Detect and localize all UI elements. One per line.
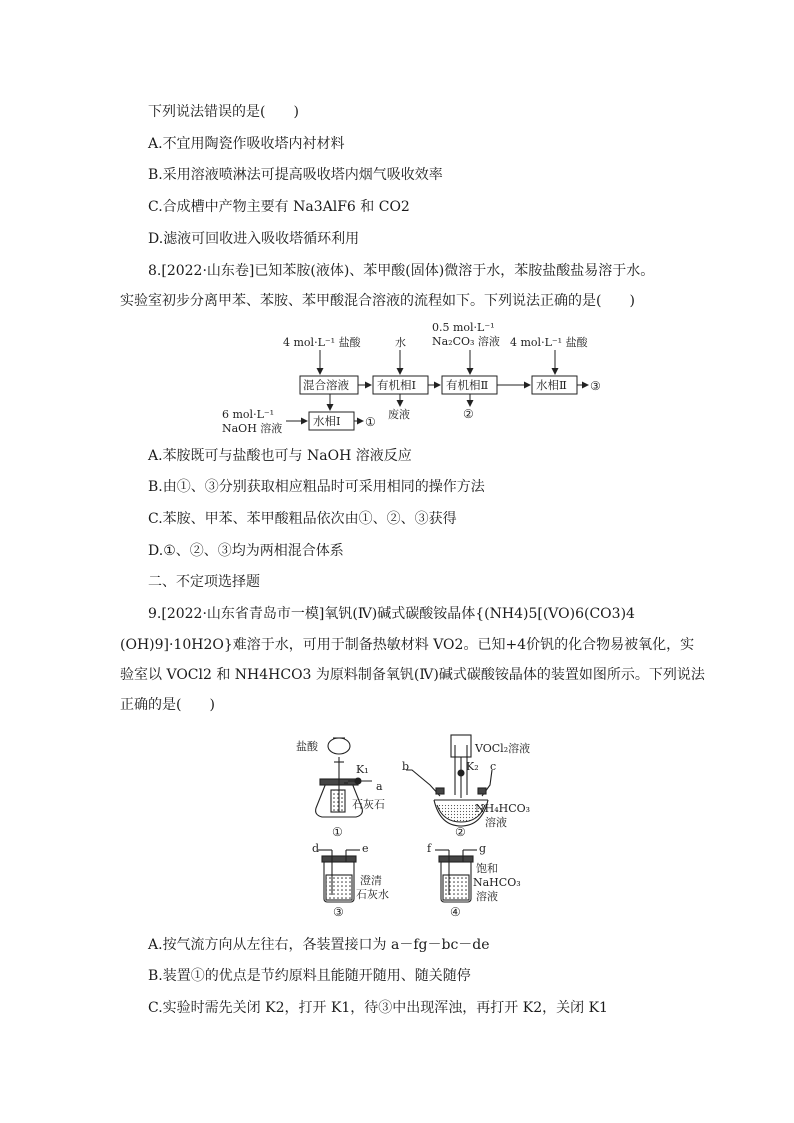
section-heading: 二、不定项选择题 [148,574,260,590]
q8-stem-line1: 8.[2022·山东卷]已知苯胺(液体)、苯甲酸(固体)微溶于水，苯胺盐酸盐易溶于水。 [148,263,655,279]
label-d: d [312,842,320,855]
flow-reagent-hcl: 4 mol·L⁻¹ 盐酸 [283,336,361,349]
option-letter: D. [148,543,164,559]
flow-reagent-naoh: NaOH 溶液 [222,422,283,435]
label-k2: K₂ [466,760,479,773]
option-text: 实验时需先关闭 K2，打开 K1，待③中出现浑浊，再打开 K2，关闭 K1 [162,1000,608,1016]
option-text: 装置①的优点是节约原料且能随开随用、随关随停 [162,968,471,984]
flow-reagent-na2co3: Na₂CO₃ 溶液 [432,335,500,348]
k2-valve [458,770,464,776]
label-n4: ④ [450,905,461,919]
flow-reagent-water: 水 [395,336,406,349]
option-text: 采用溶液喷淋法可提高吸收塔内烟气吸收效率 [162,167,443,183]
k1-valve [355,778,361,784]
flow-box-water1-label: 水相Ⅰ [313,414,341,428]
option-letter: A. [148,937,163,953]
flow-reagent-na2co3-conc: 0.5 mol·L⁻¹ [432,321,495,334]
label-limestone: 石灰石 [352,798,385,811]
option-letter: C. [148,199,163,215]
option-letter: A. [148,136,163,152]
option-text: 合成槽中产物主要有 Na3AlF6 和 CO2 [162,199,410,215]
label-n2: ② [455,825,466,839]
label-n3: ③ [333,905,344,919]
label-f: f [427,842,432,855]
q9-stem-line1: 9.[2022·山东省青岛市一模]氧钒(Ⅳ)碱式碳酸铵晶体{(NH4)5[(VO)6(CO3)4 [148,606,635,622]
option-letter: B. [148,479,163,495]
option-letter: C. [148,1000,163,1016]
label-c: c [490,760,497,773]
option-text: 由①、③分别获取相应粗品时可采用相同的操作方法 [162,479,485,495]
label-g: g [479,842,487,855]
label-sat: 饱和 [476,862,498,875]
label-k1: K₁ [356,763,369,776]
label-nahco3: NaHCO₃ [473,876,521,889]
label-b: b [402,760,410,773]
option-text: 不宜用陶瓷作吸收塔内衬材料 [162,136,345,152]
label-e: e [362,842,369,855]
option-text: 苯胺既可与盐酸也可与 NaOH 溶液反应 [162,448,412,464]
label-n1: ① [332,825,343,839]
flow-box-org2-label: 有机相Ⅱ [446,378,489,392]
flow-reagent-naoh-conc: 6 mol·L⁻¹ [222,408,275,421]
option-text: 按气流方向从左往右，各装置接口为 a－fg－bc－de [162,937,490,953]
flow-waste: 废液 [388,408,410,421]
limestone-solid [331,790,345,812]
label-hcl: 盐酸 [296,740,318,753]
q9-stem-line4: 正确的是( ) [120,697,215,713]
label-nh4hco3-sol: 溶液 [485,816,507,829]
flow-out1: ① [365,415,376,429]
q8-stem-line2: 实验室初步分离甲苯、苯胺、苯甲酸混合溶液的流程如下。下列说法正确的是( ) [120,293,635,309]
option-letter: A. [148,448,163,464]
q7-prompt: 下列说法错误的是( ) [148,104,299,120]
flow-out3: ③ [590,379,601,393]
option-text: 苯胺、甲苯、苯甲酸粗品依次由①、②、③获得 [162,511,457,527]
option-letter: B. [148,167,163,183]
q9-stem-line2: (OH)9]·10H2O}难溶于水，可用于制备热敏材料 VO2。已知+4价钒的化合物易被氧化，实 [120,637,695,653]
flow-out2: ② [463,407,474,421]
flow-box-mix-label: 混合溶液 [303,378,349,392]
dropping-funnel [328,738,350,754]
option-letter: C. [148,511,163,527]
label-a: a [376,780,383,793]
label-sat-sol: 溶液 [476,890,498,903]
label-limewater: 澄清 [360,874,382,887]
option-letter: B. [148,968,163,984]
q9-option-a [148,936,490,954]
option-text: 滤液可回收进入吸收塔循环利用 [163,231,360,247]
q9-option-b [148,967,471,985]
option-text: ①、②、③均为两相混合体系 [163,543,344,559]
option-letter: D. [148,231,164,247]
label-limewater2: 石灰水 [356,888,389,901]
label-nh4hco3: NH₄HCO₃ [475,802,531,815]
flow-box-water2-label: 水相Ⅱ [536,378,567,392]
q9-stem-line3: 验室以 VOCl2 和 NH4HCO3 为原料制备氧钒(Ⅳ)碱式碳酸铵晶体的装置如图所示。下列说法 [120,667,705,683]
label-vocl2: VOCl₂溶液 [475,742,531,755]
flow-box-org1-label: 有机相Ⅰ [377,378,417,392]
q9-option-c [148,999,608,1017]
flow-reagent-hcl2: 4 mol·L⁻¹ 盐酸 [510,336,588,349]
